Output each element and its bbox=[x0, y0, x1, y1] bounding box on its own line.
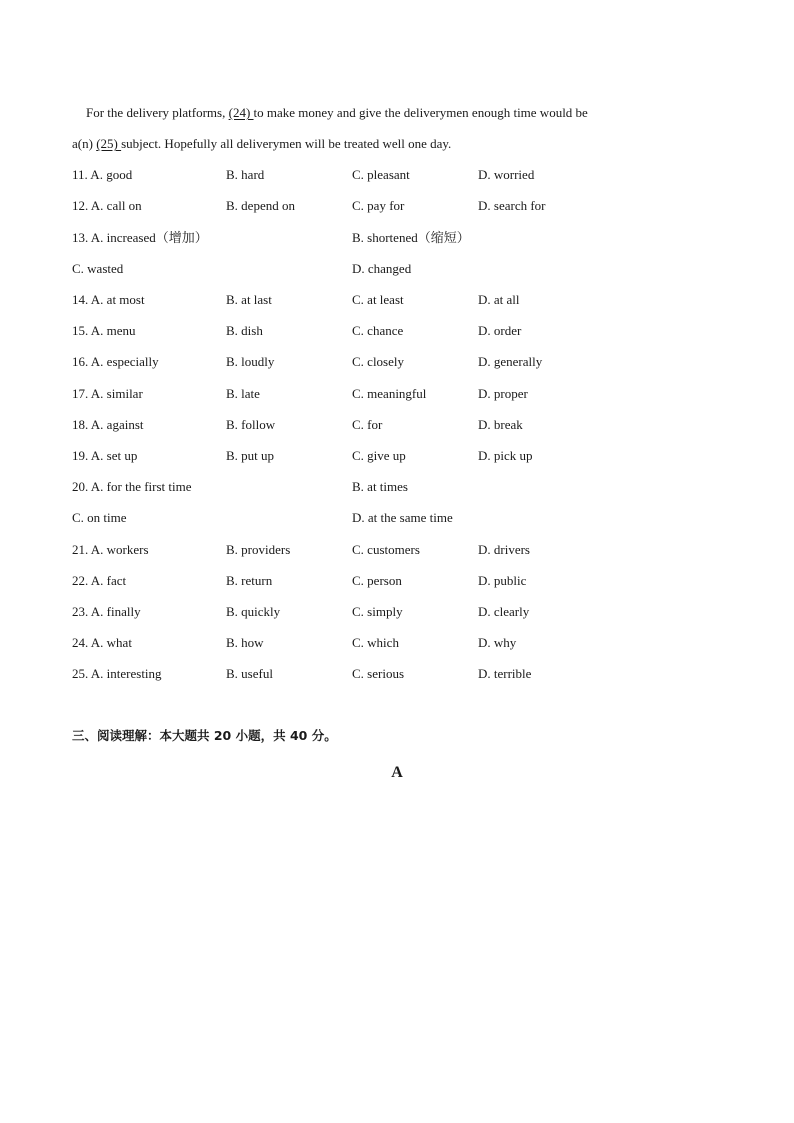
option-b: B. quickly bbox=[226, 604, 281, 619]
option-d: D. worried bbox=[478, 167, 535, 182]
section-title: 三、阅读理解：本大题共 20 小题，共 40 分。 bbox=[72, 728, 337, 743]
option-d: D. order bbox=[478, 323, 522, 338]
question-row bbox=[72, 635, 732, 651]
passage-text: For the delivery platforms, bbox=[86, 105, 229, 120]
passage-text: a(n) bbox=[72, 136, 97, 151]
option-a: 22. A. fact bbox=[72, 573, 127, 588]
option-a: 21. A. workers bbox=[72, 542, 149, 557]
question-row bbox=[72, 167, 732, 183]
option-d: D. generally bbox=[478, 354, 543, 369]
option-b: B. shortened（缩短） bbox=[352, 230, 470, 245]
option-d: D. terrible bbox=[478, 666, 532, 681]
option-b: B. useful bbox=[226, 666, 273, 681]
option-b: B. return bbox=[226, 573, 273, 588]
option-d: D. at the same time bbox=[352, 510, 453, 525]
option-d: D. pick up bbox=[478, 448, 533, 463]
question-row bbox=[72, 417, 732, 433]
option-a: 15. A. menu bbox=[72, 323, 136, 338]
option-a: 17. A. similar bbox=[72, 386, 143, 401]
option-a: 24. A. what bbox=[72, 635, 132, 650]
blank-25: (25) bbox=[96, 136, 122, 151]
question-row bbox=[72, 323, 732, 339]
passage-text: to make money and give the deliverymen enough time would be bbox=[253, 105, 588, 120]
option-d: D. at all bbox=[478, 292, 520, 307]
option-d: D. public bbox=[478, 573, 527, 588]
option-a: 16. A. especially bbox=[72, 354, 159, 369]
option-c: C. closely bbox=[352, 354, 404, 369]
question-row bbox=[72, 666, 732, 682]
option-c: C. person bbox=[352, 573, 402, 588]
option-a: 13. A. increased（增加） bbox=[72, 230, 208, 245]
question-row bbox=[72, 510, 732, 526]
option-a: 14. A. at most bbox=[72, 292, 145, 307]
question-row bbox=[72, 386, 732, 402]
option-c: C. wasted bbox=[72, 261, 124, 276]
option-c: C. chance bbox=[352, 323, 404, 338]
question-row bbox=[72, 542, 732, 558]
option-c: C. pay for bbox=[352, 198, 405, 213]
question-row bbox=[72, 198, 732, 214]
option-b: B. hard bbox=[226, 167, 265, 182]
option-d: D. search for bbox=[478, 198, 546, 213]
option-b: B. put up bbox=[226, 448, 275, 463]
option-c: C. at least bbox=[352, 292, 404, 307]
passage-line-2 bbox=[72, 136, 451, 152]
option-d: D. why bbox=[478, 635, 517, 650]
option-d: D. drivers bbox=[478, 542, 530, 557]
option-a: 25. A. interesting bbox=[72, 666, 162, 681]
question-row bbox=[72, 230, 732, 246]
option-d: D. break bbox=[478, 417, 523, 432]
option-c: C. meaningful bbox=[352, 386, 427, 401]
option-b: B. late bbox=[226, 386, 260, 401]
option-a: 12. A. call on bbox=[72, 198, 142, 213]
question-row bbox=[72, 292, 732, 308]
option-a: 18. A. against bbox=[72, 417, 144, 432]
question-row bbox=[72, 479, 732, 495]
option-b: B. how bbox=[226, 635, 264, 650]
option-c: C. which bbox=[352, 635, 399, 650]
blank-24: (24) bbox=[228, 105, 254, 120]
option-c: C. customers bbox=[352, 542, 420, 557]
passage-label: A bbox=[391, 764, 403, 781]
question-row bbox=[72, 604, 732, 620]
option-a: 11. A. good bbox=[72, 167, 133, 182]
option-d: D. clearly bbox=[478, 604, 530, 619]
option-c: C. on time bbox=[72, 510, 127, 525]
option-a: 23. A. finally bbox=[72, 604, 141, 619]
option-c: C. give up bbox=[352, 448, 406, 463]
passage-line-1 bbox=[86, 105, 588, 121]
option-b: B. at times bbox=[352, 479, 408, 494]
option-b: B. at last bbox=[226, 292, 272, 307]
option-b: B. follow bbox=[226, 417, 276, 432]
option-b: B. providers bbox=[226, 542, 291, 557]
question-row bbox=[72, 261, 732, 277]
option-d: D. proper bbox=[478, 386, 528, 401]
option-c: C. serious bbox=[352, 666, 404, 681]
option-c: C. simply bbox=[352, 604, 403, 619]
option-b: B. loudly bbox=[226, 354, 275, 369]
option-a: 19. A. set up bbox=[72, 448, 138, 463]
option-a: 20. A. for the first time bbox=[72, 479, 192, 494]
option-c: C. for bbox=[352, 417, 383, 432]
question-row bbox=[72, 573, 732, 589]
option-b: B. depend on bbox=[226, 198, 295, 213]
passage-text: subject. Hopefully all deliverymen will be treated well one day. bbox=[121, 136, 452, 151]
option-b: B. dish bbox=[226, 323, 263, 338]
option-d: D. changed bbox=[352, 261, 412, 276]
question-row bbox=[72, 448, 732, 464]
question-row bbox=[72, 354, 732, 370]
option-c: C. pleasant bbox=[352, 167, 410, 182]
